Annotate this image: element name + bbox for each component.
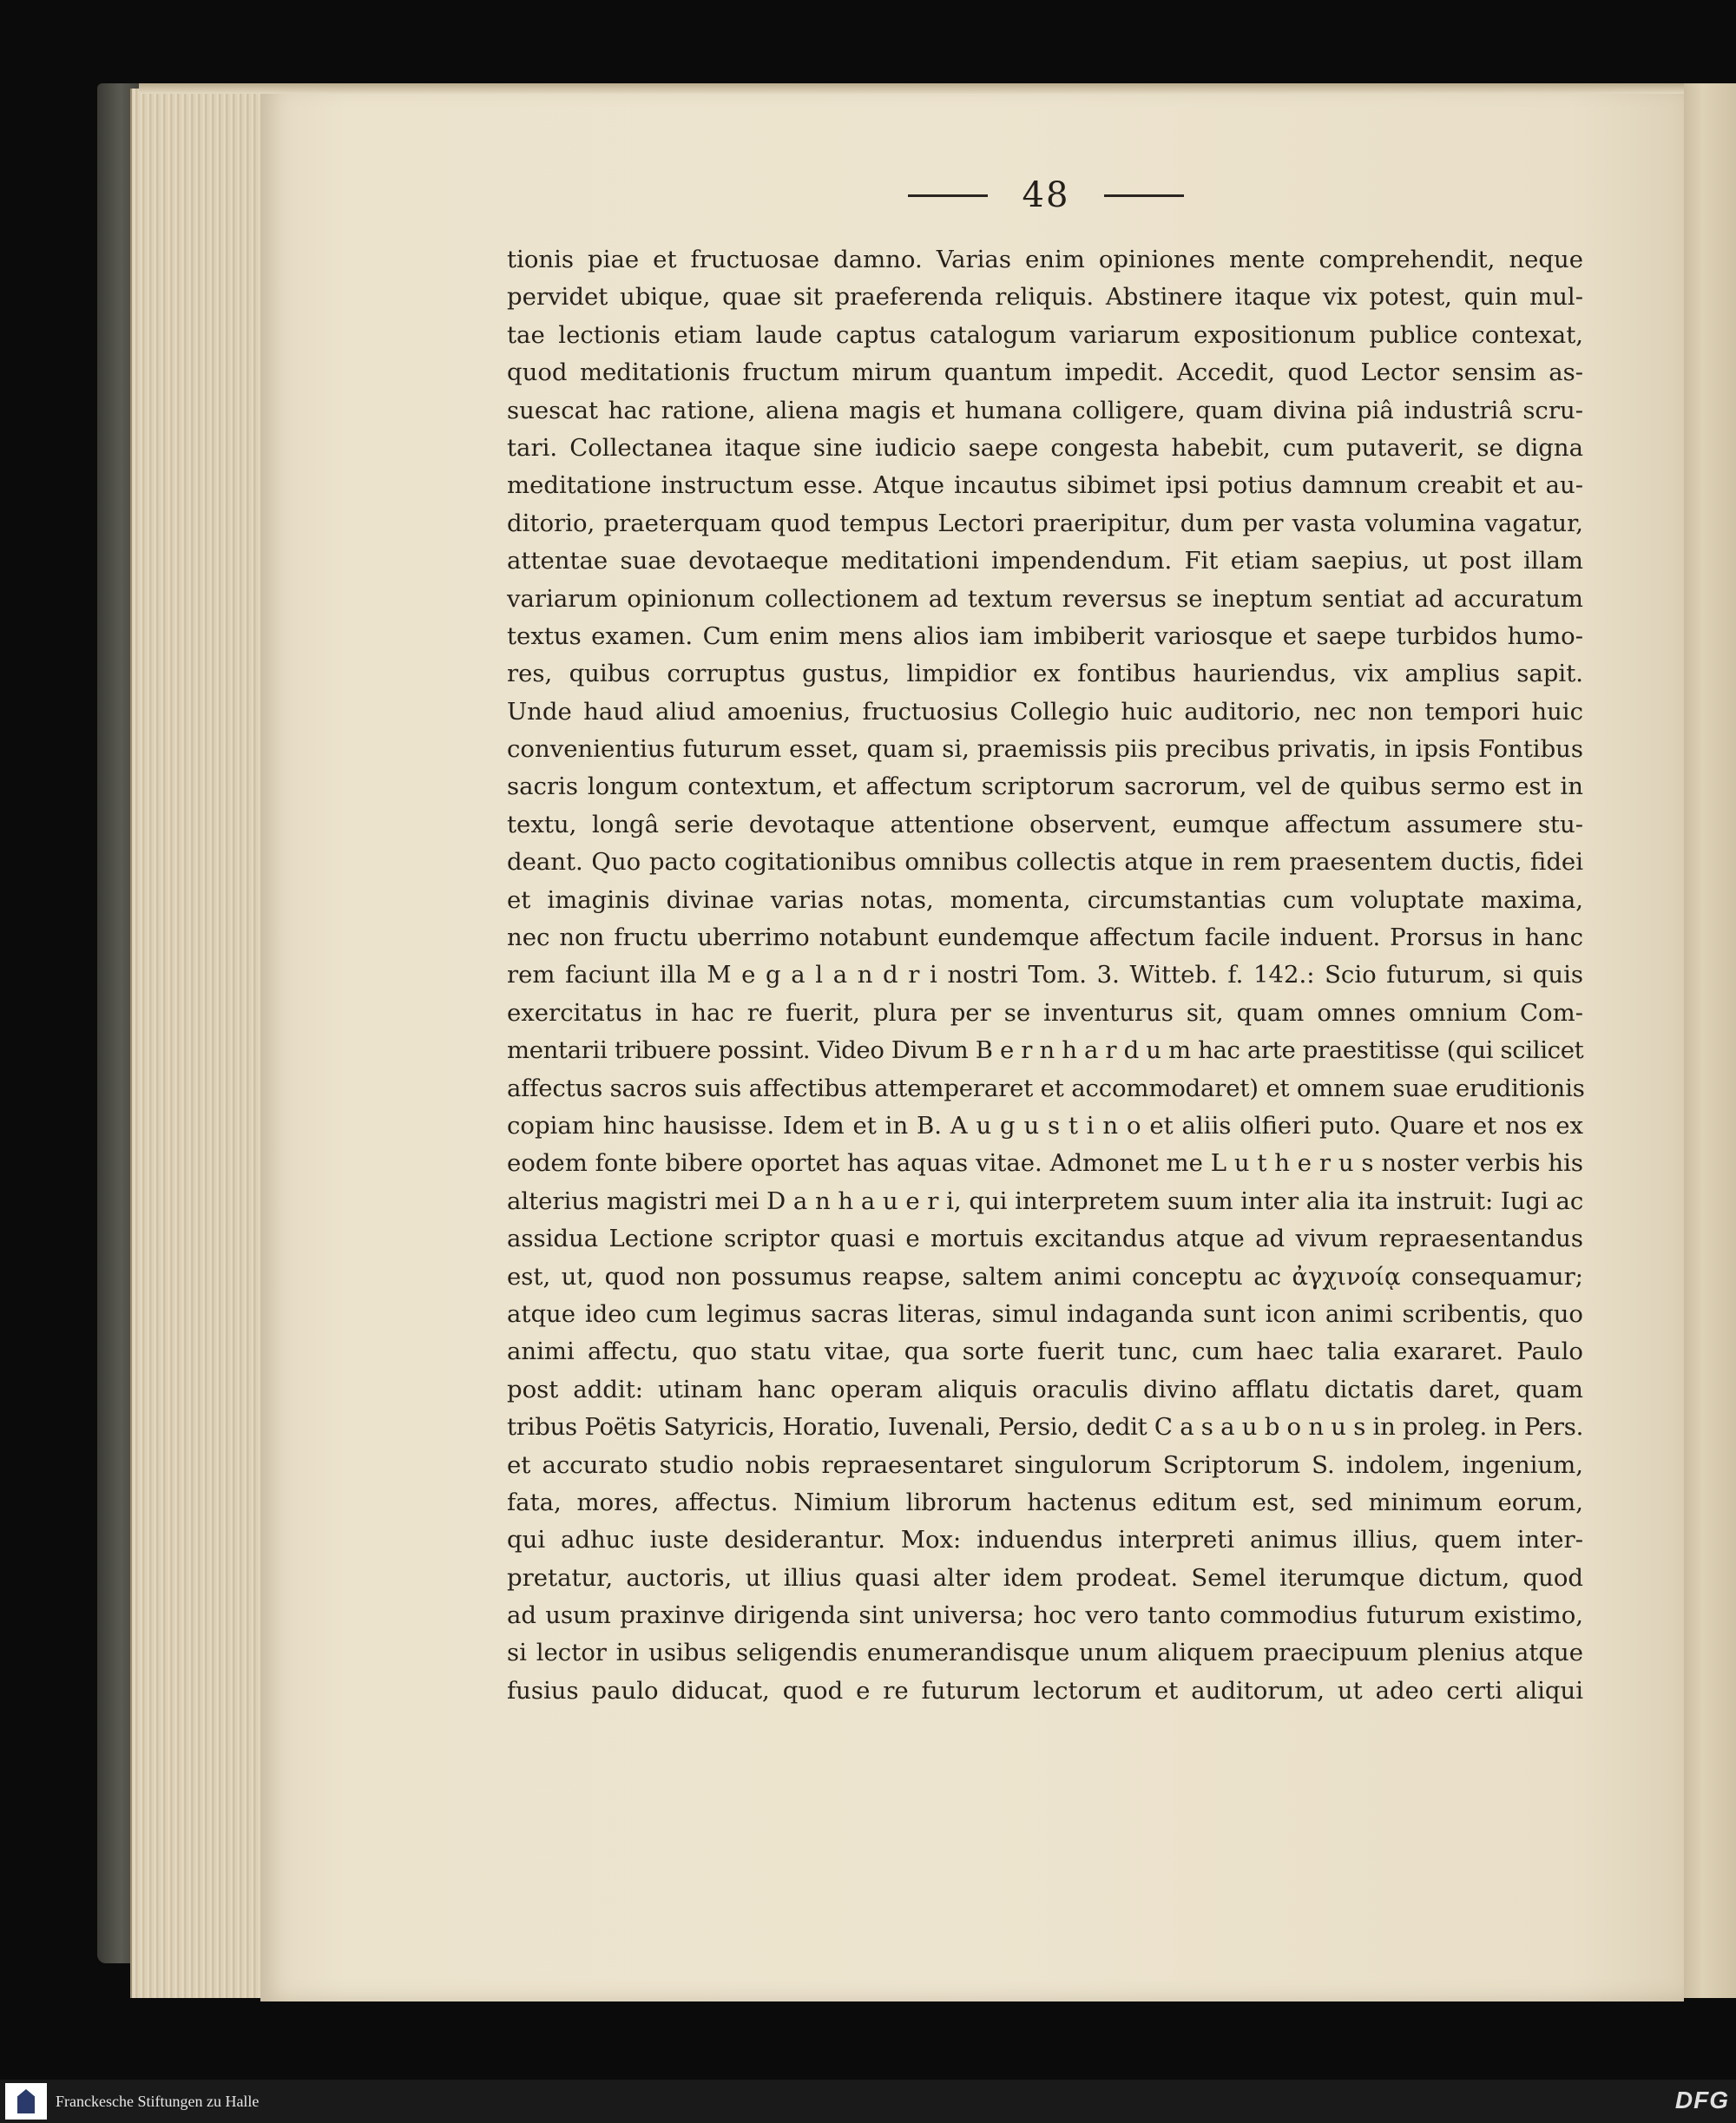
text-line: affectus sacros suis affectibus attemperaret et accommodaret) et omnem suae eruditionis <box>507 1074 1585 1102</box>
facing-page-edge <box>1680 83 1736 1998</box>
text-line: si lector in usibus seligendis enumerandisque unum aliquem praecipuum plenius atque <box>507 1639 1583 1667</box>
page-stack-edge <box>130 89 279 1998</box>
text-line: mentarii tribuere possint. Video Divum B e r n h a r d u m hac arte praestitisse (qui scilicet <box>507 1036 1584 1065</box>
text-line: deant. Quo pacto cogitationibus omnibus collectis atque in rem praesentem ductis, fidei <box>507 848 1583 877</box>
text-line: animi affectu, quo statu vitae, qua sorte fuerit tunc, cum haec talia exararet. Paulo <box>507 1338 1583 1366</box>
text-line: meditatione instructum esse. Atque incautus sibimet ipsi potius damnum creabit et au- <box>507 471 1583 500</box>
text-line: exercitatus in hac re fuerit, plura per se inventurus sit, quam omnes omnium Com- <box>507 998 1583 1027</box>
text-line: textus examen. Cum enim mens alios iam imbiberit variosque et saepe turbidos humo- <box>507 621 1583 650</box>
header-rule-right <box>1104 194 1184 197</box>
text-line: pervidet ubique, quae sit praeferenda reliquis. Abstinere itaque vix potest, quin mul- <box>507 283 1583 312</box>
body-text <box>507 241 1583 1710</box>
logo-mark-icon <box>17 2089 35 2113</box>
page-number: 48 <box>1022 175 1070 215</box>
footer-institution-label[interactable]: Franckesche Stiftungen zu Halle <box>56 2092 260 2110</box>
text-line: pretatur, auctoris, ut illius quasi alter idem prodeat. Semel iterumque dictum, quod <box>507 1563 1583 1592</box>
text-line: variarum opinionum collectionem ad textum reversus se ineptum sentiat ad accuratum <box>507 584 1583 613</box>
text-line: textu, longâ serie devotaque attentione observent, eumque affectum assumere stu- <box>507 810 1583 838</box>
text-line: suescat hac ratione, aliena magis et humana colligere, quam divina piâ industriâ scru- <box>507 396 1583 424</box>
franckesche-stiftungen-logo-icon[interactable] <box>5 2083 47 2120</box>
text-line: tribus Poëtis Satyricis, Horatio, Iuvenali, Persio, dedit C a s a u b o n u s in proleg. in Pers. <box>507 1413 1584 1442</box>
text-line: tari. Collectanea itaque sine iudicio saepe congesta habebit, cum putaverit, se digna <box>507 433 1583 462</box>
text-line: attentae suae devotaeque meditationi impendendum. Fit etiam saepius, ut post illam <box>507 547 1583 575</box>
text-line: post addit: utinam hanc operam aliquis oraculis divino afflatu dictatis daret, quam <box>507 1375 1583 1403</box>
page-header <box>859 169 1233 221</box>
text-line: tae lectionis etiam laude captus catalogum variarum expositionum publice contexat, <box>507 320 1583 349</box>
page-top-edge <box>139 83 1684 94</box>
text-line: atque ideo cum legimus sacras literas, simul indaganda sunt icon animi scribentis, quo <box>507 1299 1583 1328</box>
text-line: convenientius futurum esset, quam si, praemissis piis precibus privatis, in ipsis Fontibus <box>507 735 1583 764</box>
text-line: rem faciunt illa M e g a l a n d r i nostri Tom. 3. Witteb. f. 142.: Scio futurum, si quis <box>507 961 1583 989</box>
text-line: fusius paulo diducat, quod e re futurum lectorum et auditorum, ut adeo certi aliqui <box>507 1676 1583 1705</box>
text-line: res, quibus corruptus gustus, limpidior ex fontibus hauriendus, vix amplius sapit. <box>507 660 1583 688</box>
text-line: ad usum praxinve dirigenda sint universa; hoc vero tanto commodius futurum existimo, <box>507 1601 1583 1630</box>
footer-bar <box>0 2080 1736 2123</box>
header-rule-left <box>908 194 988 197</box>
text-line: tionis piae et fructuosae damno. Varias enim opiniones mente comprehendit, neque <box>507 246 1583 273</box>
text-line: qui adhuc iuste desiderantur. Mox: induendus interpreti animus illius, quem inter- <box>507 1526 1583 1554</box>
text-line: eodem fonte bibere oportet has aquas vitae. Admonet me L u t h e r u s noster verbis his <box>507 1149 1583 1178</box>
text-line: est, ut, quod non possumus reapse, saltem animi conceptu ac ἀγχινοίᾳ consequamur; <box>507 1262 1583 1291</box>
text-line: et accurato studio nobis repraesentaret singulorum Scriptorum S. indolem, ingenium, <box>507 1450 1583 1479</box>
text-line: sacris longum contextum, et affectum scriptorum sacrorum, vel de quibus sermo est in <box>507 772 1583 801</box>
text-line: Unde haud aliud amoenius, fructuosius Collegio huic auditorio, nec non tempori huic <box>507 697 1583 726</box>
dfg-logo[interactable]: DFG <box>1674 2087 1729 2113</box>
text-line: et imaginis divinae varias notas, momenta, circumstantias cum voluptate maxima, <box>507 885 1583 914</box>
text-line: ditorio, praeterquam quod tempus Lectori praeripitur, dum per vasta volumina vagatur, <box>507 509 1583 537</box>
text-line: nec non fructu uberrimo notabunt eundemque affectum facile induent. Prorsus in hanc <box>507 923 1583 952</box>
text-line: assidua Lectione scriptor quasi e mortuis excitandus atque ad vivum repraesentandus <box>507 1225 1583 1253</box>
text-line: copiam hinc hausisse. Idem et in B. A u g u s t i n o et aliis olfieri puto. Quare et nos ex <box>507 1111 1583 1140</box>
text-line: alterius magistri mei D a n h a u e r i, qui interpretem suum inter alia ita instruit: Iugi ac <box>507 1186 1584 1215</box>
text-line: fata, mores, affectus. Nimium librorum hactenus editum est, sed minimum eorum, <box>507 1488 1583 1516</box>
text-line: quod meditationis fructum mirum quantum impedit. Accedit, quod Lector sensim as- <box>507 358 1583 387</box>
